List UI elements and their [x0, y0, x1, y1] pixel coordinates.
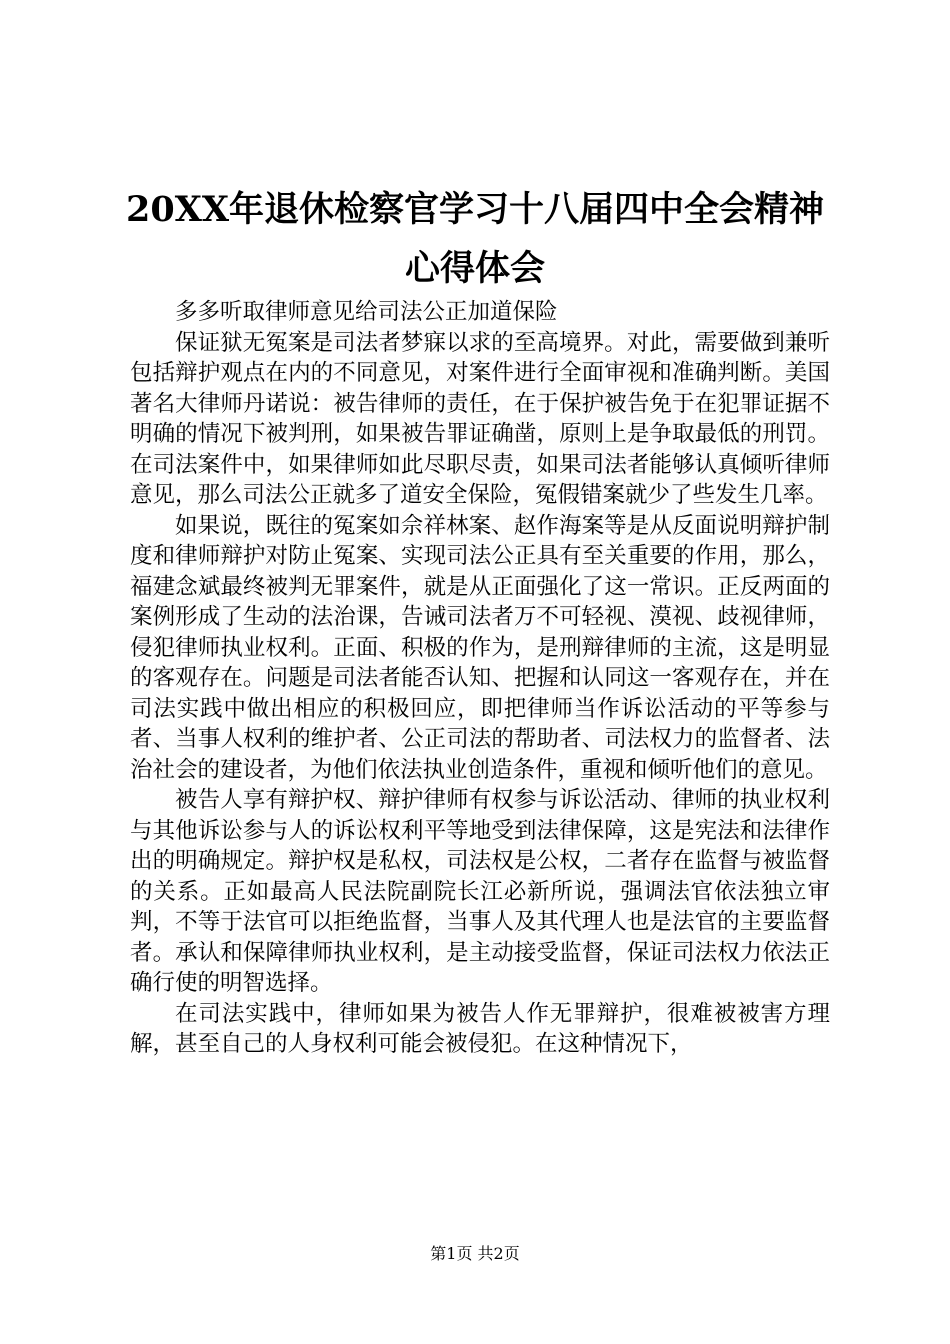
paragraph: 被告人享有辩护权、辩护律师有权参与诉讼活动、律师的执业权利与其他诉讼参与人的诉讼权利平等地受到法律保障，这是宪法和法律作出的明确规定。辩护权是私权，司法权是公权，二者存在监督与被监督的关系。正如最高人民法院副院长江必新所说，强调法官依法独立审判，不等于法官可以拒绝监督，当事人及其代理人也是法官的主要监督者。承认和保障律师执业权利，是主动接受监督，保证司法权力依法正确行使的明智选择。 — [130, 787, 830, 996]
document-title-continued: 心得体会 — [404, 248, 545, 289]
document-body — [130, 297, 830, 1060]
page-number-footer: 第1页 共2页 — [430, 1244, 520, 1263]
paragraph: 如果说，既往的冤案如佘祥林案、赵作海案等是从反面说明辩护制度和律师辩护对防止冤案、实现司法公正具有至关重要的作用，那么，福建念斌最终被判无罪案件，就是从正面强化了这一常识。正反两面的案例形成了生动的法治课，告诫司法者万不可轻视、漠视、歧视律师，侵犯律师执业权利。正面、积极的作为，是刑辩律师的主流，这是明显的客观存在。问题是司法者能否认知、把握和认同这一客观存在，并在司法实践中做出相应的积极回应，即把律师当作诉讼活动的平等参与者、当事人权利的维护者、公正司法的帮助者、司法权力的监督者、法治社会的建设者，为他们依法执业创造条件，重视和倾听他们的意见。 — [130, 512, 830, 783]
paragraph-subheading: 多多听取律师意见给司法公正加道保险 — [175, 299, 558, 325]
document-title: 20XX年退休检察官学习十八届四中全会精神 — [125, 189, 825, 230]
paragraph: 在司法实践中，律师如果为被告人作无罪辩护，很难被被害方理解，甚至自己的人身权利可能会被侵犯。在这种情况下， — [130, 1000, 830, 1057]
paragraph: 保证狱无冤案是司法者梦寐以求的至高境界。对此，需要做到兼听包括辩护观点在内的不同意见，对案件进行全面审视和准确判断。美国著名大律师丹诺说：被告律师的责任，在于保护被告免于在犯罪证据不明确的情况下被判刑，如果被告罪证确凿，原则上是争取最低的刑罚。在司法案件中，如果律师如此尽职尽责，如果司法者能够认真倾听律师意见，那么司法公正就多了道安全保险，冤假错案就少了些发生几率。 — [130, 329, 830, 508]
